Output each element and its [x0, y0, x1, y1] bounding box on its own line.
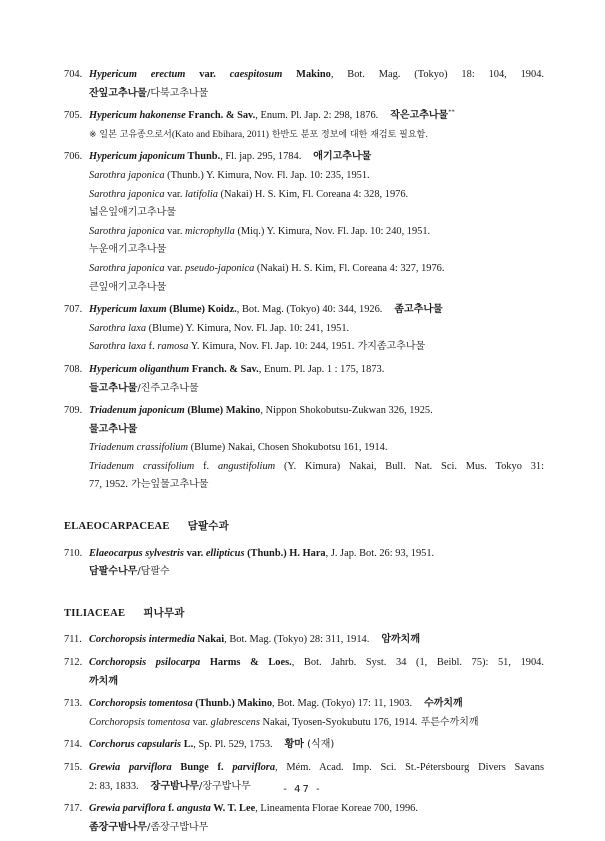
- synonym-epithet: pseudo-japonica: [185, 262, 255, 274]
- korean-name: 암까치깨: [381, 634, 420, 646]
- author: (Blume) Koidz.: [166, 304, 237, 316]
- korean-alt-name: /좀장구밥나무: [146, 821, 209, 833]
- synonym-name: Corchoropsis tomentosa: [89, 716, 191, 728]
- citation: , Sp. Pl. 529, 1753.: [193, 739, 273, 751]
- rank-text: var.: [164, 188, 186, 200]
- scientific-name: Hypericum hakonense: [89, 110, 186, 122]
- synonym-citation: (Nakai) H. S. Kim, Fl. Coreana 4: 328, 1976.: [217, 188, 409, 200]
- scientific-name: Hypericum erectum: [89, 69, 186, 80]
- scientific-name: Elaeocarpus sylvestris: [89, 547, 184, 559]
- synonym-citation: (Miq.) Y. Kimura, Nov. Fl. Jap. 10: 240, 1951.: [234, 225, 431, 237]
- list-item: [64, 631, 544, 650]
- entry-number: 712.: [64, 657, 83, 669]
- scientific-name: Corchorus capsularis: [89, 739, 182, 751]
- korean-name: 작은고추나물: [390, 110, 449, 122]
- synonym-citation: Nakai, Tyosen-Syokubutu 176, 1914.: [259, 716, 418, 728]
- korean-name: 좀고추나물: [394, 304, 443, 316]
- author: L.: [181, 739, 194, 751]
- korean-name: 들고추나물: [89, 382, 138, 394]
- citation: , J. Jap. Bot. 26: 93, 1951.: [325, 547, 435, 559]
- synonym-name: Sarothra japonica: [89, 188, 165, 200]
- scientific-name: Triadenum japonicum: [89, 405, 185, 417]
- korean-alt-name: /담팔수: [137, 566, 170, 578]
- korean-name: 잔잎고추나물: [89, 87, 147, 99]
- synonym-citation: (Y. Kimura) Nakai, Bull. Nat. Sci. Mus. Tokyo 31:: [275, 460, 544, 472]
- scientific-name: Grewia parviflora: [89, 803, 166, 815]
- synonym-korean-name: 푸른수까치깨: [417, 716, 479, 728]
- entry-number: 705.: [64, 110, 83, 122]
- synonym-citation: Y. Kimura, Nov. Fl. Jap. 10: 244, 1951.: [188, 341, 355, 353]
- synonym-name: Sarothra japonica: [89, 169, 165, 181]
- rank-text: var.: [164, 262, 186, 274]
- author: Harms & Loes.: [200, 657, 292, 669]
- entry-number: 717.: [64, 803, 83, 815]
- page-number: - 47 -: [283, 784, 322, 795]
- entry-number: 709.: [64, 405, 83, 417]
- citation: , Lineamenta Florae Koreae 700, 1996.: [255, 803, 418, 815]
- list-item: [64, 301, 544, 357]
- korean-name: 물고추나물: [89, 423, 138, 435]
- citation: , Bot. Mag. (Tokyo) 17: 11, 1903.: [272, 698, 413, 710]
- entry-number: 711.: [64, 634, 82, 646]
- korean-name: 담팔수나무: [89, 566, 138, 578]
- korean-name: 수까치깨: [424, 698, 463, 710]
- author: Franch. & Sav.: [185, 110, 256, 122]
- family-korean-name: 담팔수과: [187, 520, 229, 533]
- synonym-name: Sarothra japonica: [89, 225, 165, 237]
- author: Nakai: [194, 634, 225, 646]
- rank-text: var.: [183, 547, 206, 559]
- entry-number: 710.: [64, 547, 83, 559]
- list-item: [64, 361, 544, 398]
- rank-text: f.: [194, 460, 218, 472]
- author: Franch. & Sav.: [189, 363, 259, 375]
- note-text: ※ 일본 고유종으로서: [89, 129, 172, 140]
- korean-name: 황마: [284, 739, 304, 751]
- scientific-name-epithet: ellipticus: [205, 547, 245, 559]
- scientific-name: Hypericum oliganthum: [89, 363, 190, 375]
- family-heading: [64, 517, 544, 537]
- synonym-epithet: ramosa: [157, 341, 189, 353]
- entry-number: 715.: [64, 762, 83, 773]
- scientific-name-epithet: parviflora: [232, 762, 276, 773]
- scientific-name: Grewia parviflora: [89, 762, 172, 773]
- synonym-epithet: latifolia: [185, 188, 218, 200]
- synonym-epithet: microphylla: [185, 225, 235, 237]
- entry-number: 706.: [64, 151, 83, 163]
- korean-name: 애기고추나물: [313, 151, 372, 163]
- citation: , Bot. Mag. (Tokyo) 28: 311, 1914.: [224, 634, 370, 646]
- citation: , Enum. Pl. Jap. 2: 298, 1876.: [255, 110, 379, 122]
- synonym-citation: (Blume) Nakai, Chosen Shokubotsu 161, 1914.: [188, 442, 388, 454]
- synonym-name: Sarothra laxa: [89, 341, 147, 353]
- synonym-name: Triadenum crassifolium: [89, 442, 189, 454]
- citation: , Enum. Pl. Jap. 1 : 175, 1873.: [258, 363, 385, 375]
- synonym-citation: (Thunb.) Y. Kimura, Nov. Fl. Jap. 10: 235, 1951.: [164, 169, 370, 181]
- synonym-epithet: angustifolium: [217, 460, 276, 472]
- citation: , Bot. Mag. (Tokyo) 18: 104, 1904.: [330, 69, 544, 80]
- synonym-name: Sarothra laxa: [89, 322, 147, 334]
- synonym-name: Triadenum crassifolium: [89, 460, 195, 472]
- rank-text: var.: [190, 716, 211, 728]
- scientific-name: Hypericum japonicum: [89, 151, 186, 163]
- list-item: [64, 800, 544, 837]
- list-item: [64, 107, 544, 144]
- species-list: [64, 66, 544, 841]
- synonym-name: Sarothra japonica: [89, 262, 165, 274]
- entry-number: 708.: [64, 363, 83, 375]
- korean-alt-name: /다북고추나물: [146, 87, 209, 99]
- korean-name: 장구밤나무: [150, 780, 199, 792]
- synonym-korean-name: 가는잎물고추나물: [127, 479, 209, 491]
- synonym-epithet: glabrescens: [210, 716, 260, 728]
- author: Bunge f.: [171, 762, 233, 773]
- rank-text: var.: [164, 225, 186, 237]
- synonym-korean-name: 넓은잎애기고추나물: [89, 207, 176, 219]
- entry-number: 707.: [64, 304, 83, 316]
- citation: , Bot. Mag. (Tokyo) 40: 344, 1926.: [236, 304, 383, 316]
- synonym-citation-cont: 77, 1952.: [89, 479, 128, 491]
- korean-alt-name: /장구밥나무: [198, 780, 251, 792]
- list-item: [64, 695, 544, 732]
- footnote-mark: **: [448, 108, 455, 116]
- family-heading: [64, 604, 544, 624]
- rank-text: f.: [146, 341, 158, 353]
- korean-name: 좀장구밤나무: [89, 821, 147, 833]
- list-item: [64, 402, 544, 495]
- entry-number: 713.: [64, 698, 83, 710]
- list-item: [64, 66, 544, 103]
- citation-cont: 2: 83, 1833.: [89, 780, 139, 792]
- synonym-citation: (Nakai) H. S. Kim, Fl. Coreana 4: 327, 1976.: [254, 262, 445, 274]
- scientific-name: Hypericum laxum: [89, 304, 167, 316]
- synonym-korean-name: 가지좀고추나물: [354, 341, 426, 353]
- family-latin-name: TILIACEAE: [64, 607, 126, 619]
- synonym-korean-name: 누운애기고추나물: [89, 244, 167, 256]
- rank-text: var.: [185, 69, 230, 80]
- author: (Thunb.) Makino: [192, 698, 273, 710]
- citation: , Fl. jap. 295, 1784.: [220, 151, 302, 163]
- scientific-name: Corchoropsis psilocarpa: [89, 657, 201, 669]
- author: Makino: [282, 69, 331, 80]
- rank-text: f.: [165, 803, 177, 815]
- scientific-name: Corchoropsis tomentosa: [89, 698, 193, 710]
- note-reference: (Kato and Ebihara, 2011): [171, 128, 269, 140]
- family-korean-name: 피나무과: [143, 606, 185, 619]
- author: W. T. Lee: [210, 803, 256, 815]
- cultivation-note: (식재): [303, 739, 335, 751]
- synonym-citation: (Blume) Y. Kimura, Nov. Fl. Jap. 10: 241, 1951.: [146, 322, 350, 334]
- author: (Thunb.) H. Hara: [244, 547, 326, 559]
- citation: , Mém. Acad. Imp. Sci. St.-Pétersbourg Divers Savans: [275, 762, 544, 773]
- citation: , Nippon Shokobutsu-Zukwan 326, 1925.: [260, 405, 433, 417]
- note-text: 한반도 분포 정보에 대한 재검토 필요함.: [268, 129, 429, 140]
- korean-name: 까치깨: [89, 675, 118, 687]
- scientific-name: Corchoropsis intermedia: [89, 634, 195, 646]
- korean-alt-name: /진주고추나물: [137, 382, 199, 394]
- list-item: [64, 736, 544, 755]
- author: Thunb.: [185, 151, 221, 163]
- family-latin-name: ELAEOCARPACEAE: [64, 521, 170, 533]
- scientific-name-epithet: angusta: [176, 803, 211, 815]
- author: (Blume) Makino: [184, 405, 261, 417]
- list-item: [64, 148, 544, 297]
- entry-number: 704.: [64, 69, 83, 80]
- synonym-korean-name: 큰잎애기고추나물: [89, 281, 167, 293]
- entry-number: 714.: [64, 739, 83, 751]
- list-item: [64, 545, 544, 582]
- list-item: [64, 654, 544, 691]
- citation: , Bot. Jahrb. Syst. 34 (1, Beibl. 75): 51, 1904.: [291, 657, 544, 669]
- scientific-name-epithet: caespitosum: [229, 69, 283, 80]
